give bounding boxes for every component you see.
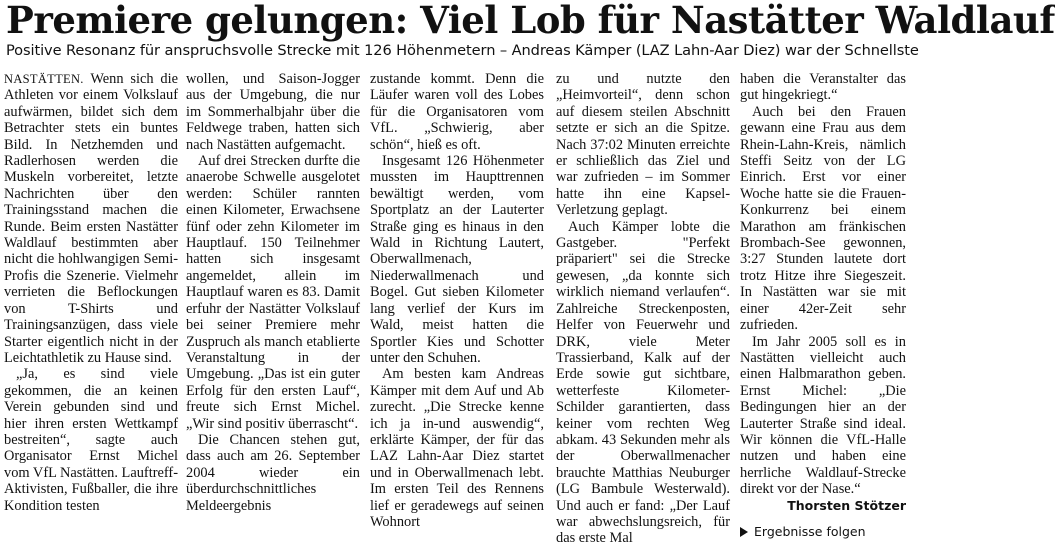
article-column-5 [740,71,906,540]
article-column-2 [186,71,360,514]
paragraph: Am besten kam Andreas Kämper mit dem Auf und Ab zurecht. „Die Strecke kenne ich ja in-und auswendig“, erklärte Kämper, der für das LAZ Lahn-Aar Diez startet und in Oberwallmenach lebt. Im ersten Teil des Rennens lief er geradewegs auf seinen Wohnort [370,366,544,530]
paragraph: Auch Kämper lobte die Gastgeber. "Perfekt präpariert" sei die Strecke gewesen, „da konnte sich wirklich niemand verlaufen“. Zahlreiche Streckenposten, Helfer von Feuerwehr und DRK, viele Meter Trassierband, Kalk auf der Erde sowie gut sichtbare, wetterfeste Kilometer-Schilder garantierten, dass keiner vom rechten Weg abkam. 43 Sekunden mehr als der Oberwallmenacher brauchte Matthias Neuburger (LG Bambule Westerwald). Und auch er fand: „Der Lauf war abwechslungsreich, für das erste Mal [556,218,730,547]
paragraph: Auf drei Strecken durfte die anaerobe Schwelle ausgelotet werden: Schüler rannten einen Kilometer, Erwachsene fünf oder zehn Kilometer im Hauptlauf. 150 Teilnehmer hatten sich insgesamt angemeldet, allein im Hauptlauf waren es 83. Damit erfuhr der Nastätter Volkslauf bei seiner Premiere mehr Zuspruch als manch etablierte Veranstaltung in der Umgebung. „Das ist ein guter Erfolg für den ersten Lauf“, freute sich Ernst Michel. „Wir sind positiv überrascht“. [186,153,360,432]
results-link-label: Ergebnisse folgen [754,523,866,539]
dateline: NASTÄTTEN. [4,72,84,86]
arrow-right-icon [740,527,748,537]
article-column-4 [556,71,730,547]
paragraph: Auch bei den Frauen gewann eine Frau aus dem Rhein-Lahn-Kreis, nämlich Steffi Seitz von der LG Einrich. Erst vor einer Woche hatte sie die Frauen-Konkurrenz bei einem Marathon am fränkischen Brombach-See gewonnen, 3:27 Stunden lautete dort trotz Hitze ihre Siegeszeit. In Nastätten war sie mit einer 42er-Zeit sehr zufrieden. [740,103,906,334]
article-headline: Premiere gelungen: Viel Lob für Nastätter Waldlauf [6,0,1055,42]
paragraph: haben die Veranstalter das gut hingekriegt.“ [740,71,906,104]
paragraph: Im Jahr 2005 soll es in Nastätten vielleicht auch einen Halbmarathon geben. Ernst Michel: „Die Bedingungen hier an der Lauterter Straße sind ideal. Wir können die VfL-Halle nutzen und haben eine herrliche Waldlauf-Strecke direkt vor der Nase.“ [740,333,906,498]
paragraph: zu und nutzte den „Heimvorteil“, denn schon auf diesem steilen Abschnitt setzte er sich an die Spitze. Nach 37:02 Minuten erreichte er schließlich das Ziel und war zufrieden – im Sommer hatte ihn eine Kapsel-Verletzung geplagt. [556,71,730,219]
paragraph: „Ja, es sind viele gekommen, die an keinen Verein gebunden sind und hier ihren ersten Wettkampf bestreiten“, sagte auch Organisator Ernst Michel vom VfL Nastätten. Lauftreff-Aktivisten, Fußballer, die ihre Kondition testen [4,366,178,514]
paragraph: wollen, und Saison-Jogger aus der Umgebung, die nur im Sommerhalbjahr über die Feldwege traben, hatten sich nach Nastätten aufgemacht. [186,71,360,153]
results-link[interactable] [740,524,906,540]
article-column-1 [4,71,178,514]
paragraph-text: Wenn sich die Athleten vor einem Volkslauf aufwärmen, bildet sich dem Betrachter stets ein buntes Bild. In Netzhemden und Radlerhosen werden die Muskeln vorbereitet, letzte Nachrichten über den Trainingsstand machen die Runde. Beim ersten Nastätter Waldlauf bestimmten aber nicht die hohlwangigen Semi-Profis die Szenerie. Vielmehr verrieten die Beflockungen von T-Shirts und Trainingsanzügen, dass viele Starter eigentlich nicht in der Leichtathletik zu Hause sind. [4,71,178,366]
article-subheadline: Positive Resonanz für anspruchsvolle Strecke mit 126 Höhenmetern – Andreas Kämper (LAZ Lahn-Aar Diez) war der Schnellste [6,42,919,59]
paragraph: Die Chancen stehen gut, dass auch am 26. September 2004 wieder ein überdurchschnittliches Meldeergebnis [186,431,360,514]
paragraph: Insgesamt 126 Höhenmeter mussten im Haupttrennen bewältigt werden, vom Sportplatz an der Lauterter Straße ging es hinaus in den Wald in Richtung Lautert, Oberwallmenach, Niederwallmenach und Bogel. Gut sieben Kilometer lang verlief der Kurs im Wald, meist hatten die Sportler Kies und Schotter unter den Schuhen. [370,153,544,366]
paragraph [4,71,178,366]
article-column-3 [370,71,544,530]
author-byline: Thorsten Stötzer [787,497,906,513]
paragraph: zustande kommt. Denn die Läufer waren voll des Lobes für die Organisatoren vom VfL. „Schwierig, aber schön“, hieß es oft. [370,71,544,153]
